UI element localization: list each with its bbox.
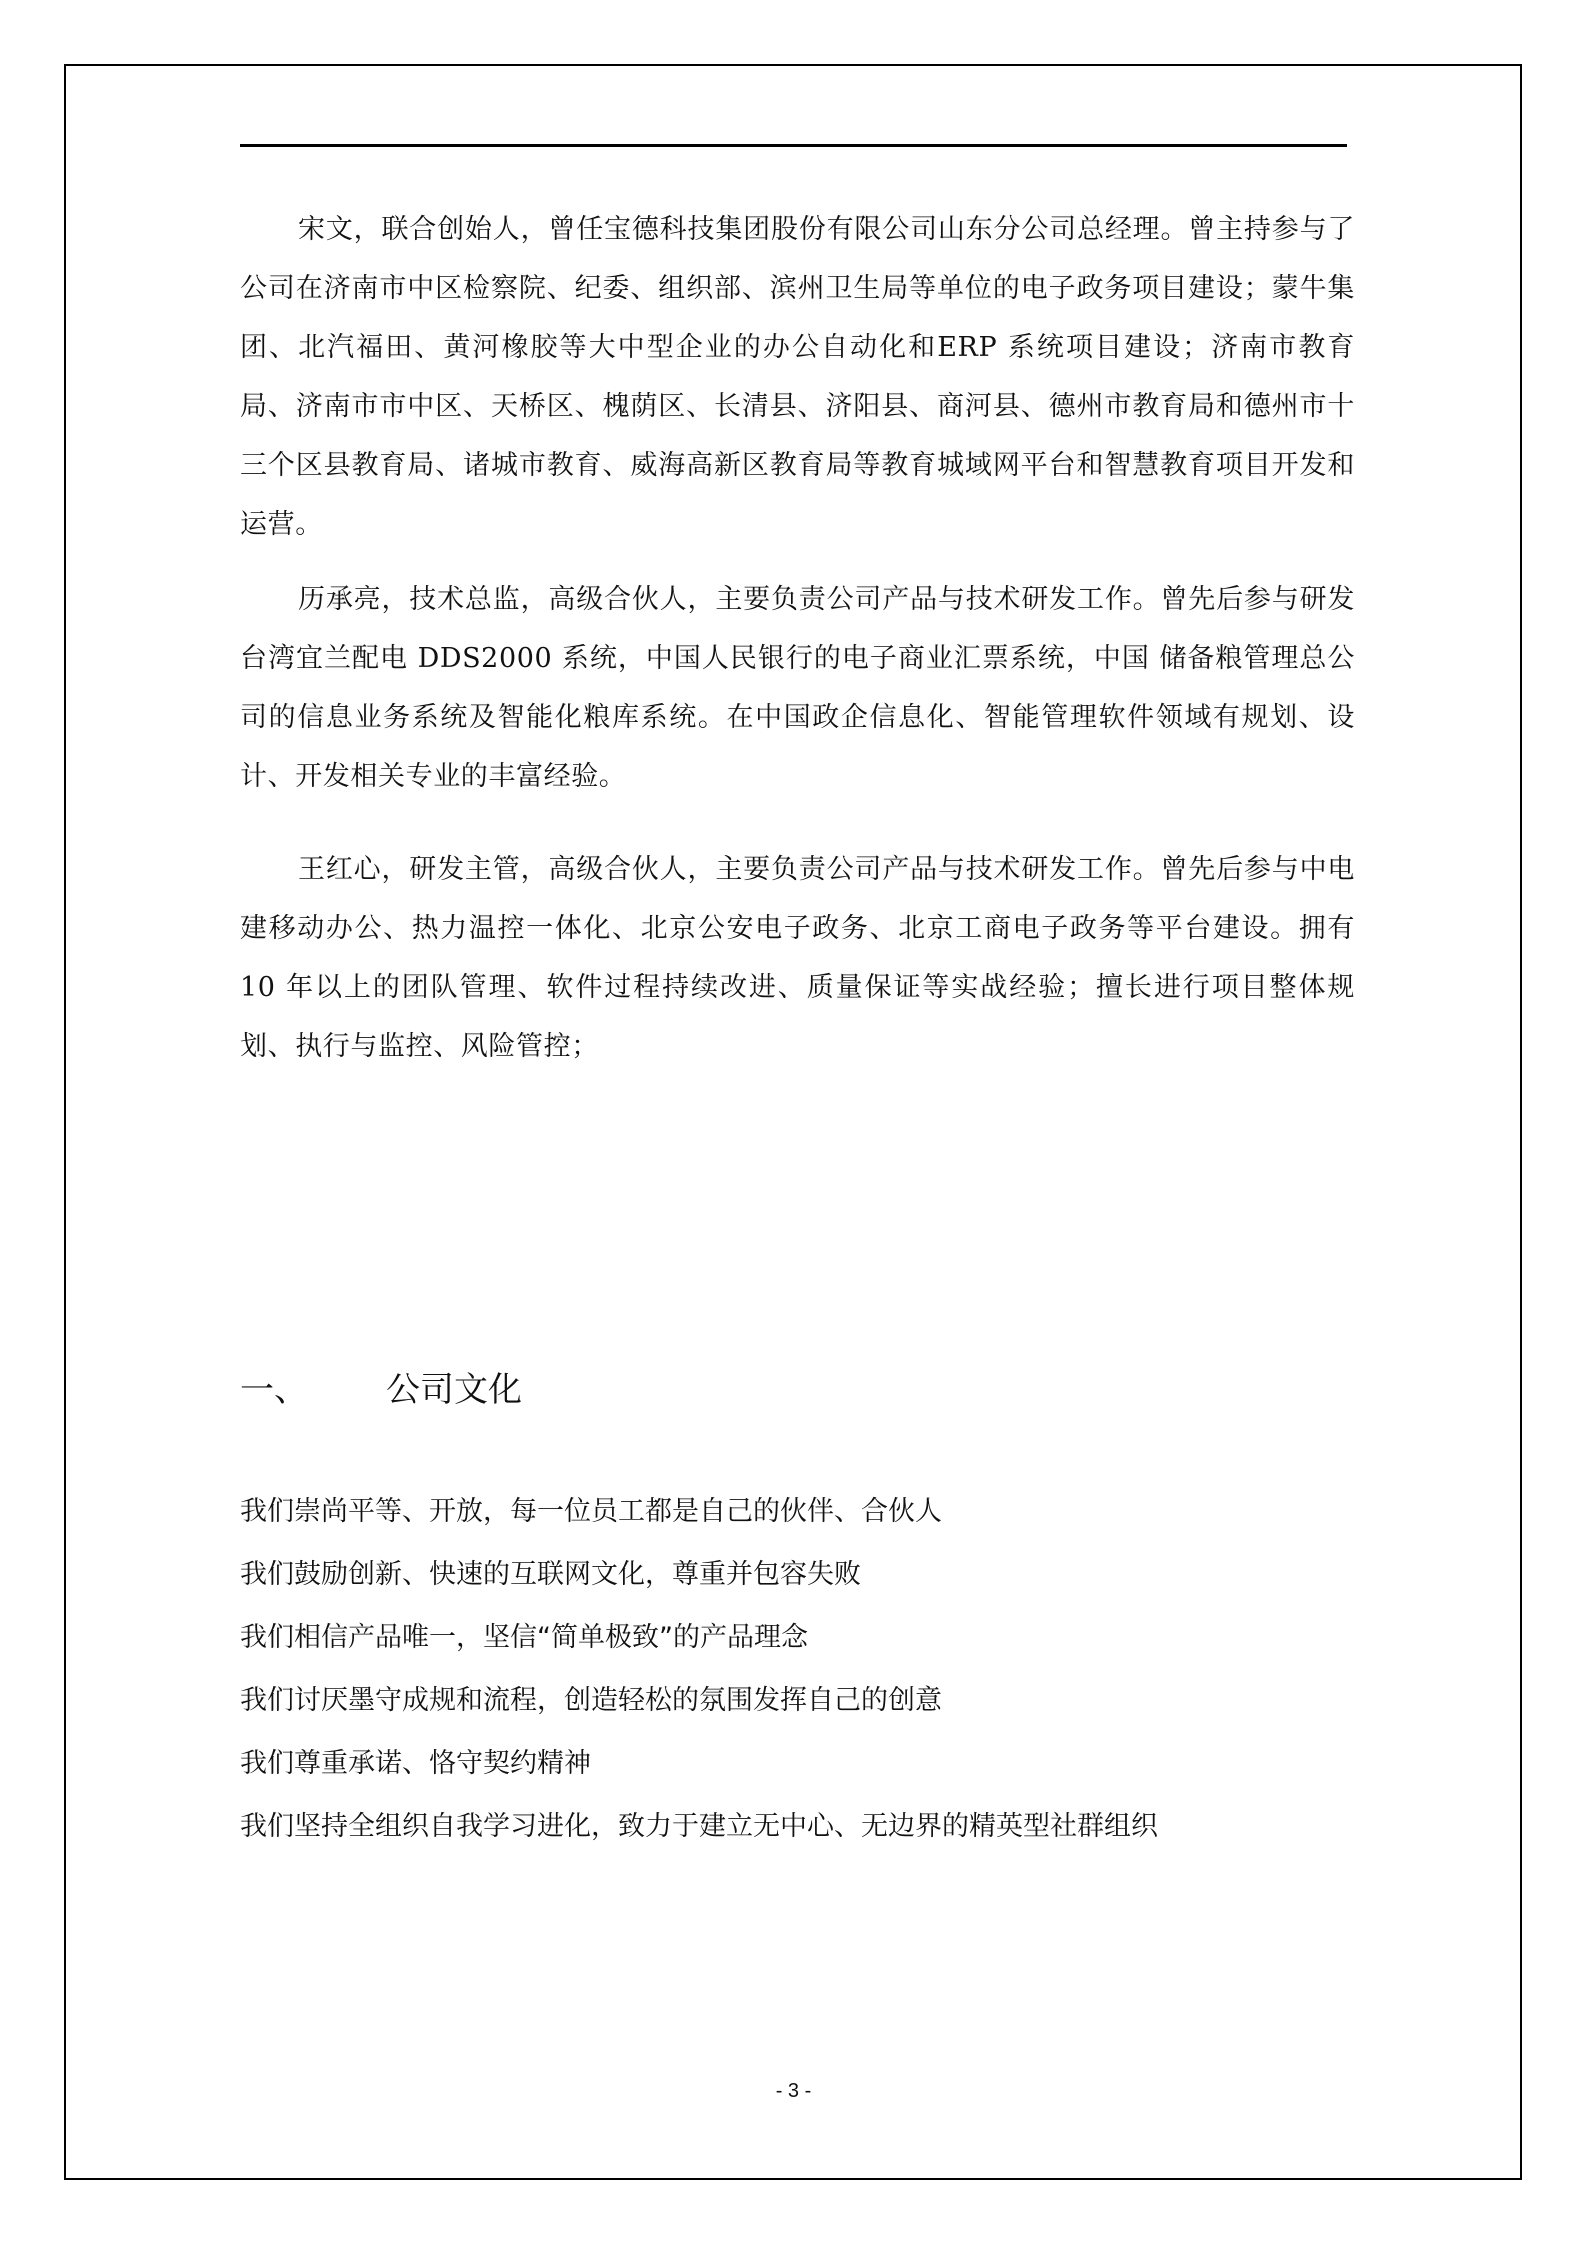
section-heading — [240, 1360, 522, 1420]
paragraph: 宋文，联合创始人，曾任宝德科技集团股份有限公司山东分公司总经理。曾主持参与了公司在济南市中区检察院、纪委、组织部、滨州卫生局等单位的电子政务项目建设；蒙牛集团、北汽福田、黄河橡胶等大中型企业的办公自动化和ERP 系统项目建设；济南市教育局、济南市市中区、天桥区、槐荫区、长清县、济阳县、商河县、德州市教育局和德州市十三个区县教育局、诸城市教育、威海高新区教育局等教育城域网平台和智慧教育项目开发和运营。 — [240, 214, 1355, 540]
culture-item: 我们坚持全组织自我学习进化，致力于建立无中心、无边界的精英型社群组织 — [240, 1811, 1158, 1842]
bio-li-chengliang — [240, 570, 1355, 806]
header-rule — [240, 144, 1347, 147]
culture-item: 我们崇尚平等、开放，每一位员工都是自己的伙伴、合伙人 — [240, 1496, 942, 1527]
section-number: 一、 — [240, 1370, 308, 1410]
culture-item: 我们讨厌墨守成规和流程，创造轻松的氛围发挥自己的创意 — [240, 1685, 942, 1716]
culture-item: 我们鼓励创新、快速的互联网文化，尊重并包容失败 — [240, 1559, 861, 1590]
page-number: - 3 - — [775, 2080, 812, 2102]
bio-song-wen — [240, 200, 1355, 554]
paragraph: 历承亮，技术总监，高级合伙人，主要负责公司产品与技术研发工作。曾先后参与研发台湾宜兰配电 DDS2000 系统，中国人民银行的电子商业汇票系统，中国 储备粮管理总公司的信息业务系统及智能化粮库系统。在中国政企信息化、智能管理软件领域有规划、设计、开发相关专业的丰富经验。 — [240, 584, 1355, 792]
culture-item: 我们尊重承诺、恪守契约精神 — [240, 1748, 591, 1779]
section-title: 公司文化 — [386, 1370, 522, 1410]
culture-list — [240, 1480, 1158, 1858]
culture-item: 我们相信产品唯一，坚信“简单极致”的产品理念 — [240, 1622, 808, 1653]
paragraph: 王红心，研发主管，高级合伙人，主要负责公司产品与技术研发工作。曾先后参与中电建移动办公、热力温控一体化、北京公安电子政务、北京工商电子政务等平台建设。拥有 10 年以上的团队管理、软件过程持续改进、质量保证等实战经验；擅长进行项目整体规划、执行与监控、风险管控； — [240, 854, 1355, 1062]
bio-wang-hongxin — [240, 840, 1355, 1076]
